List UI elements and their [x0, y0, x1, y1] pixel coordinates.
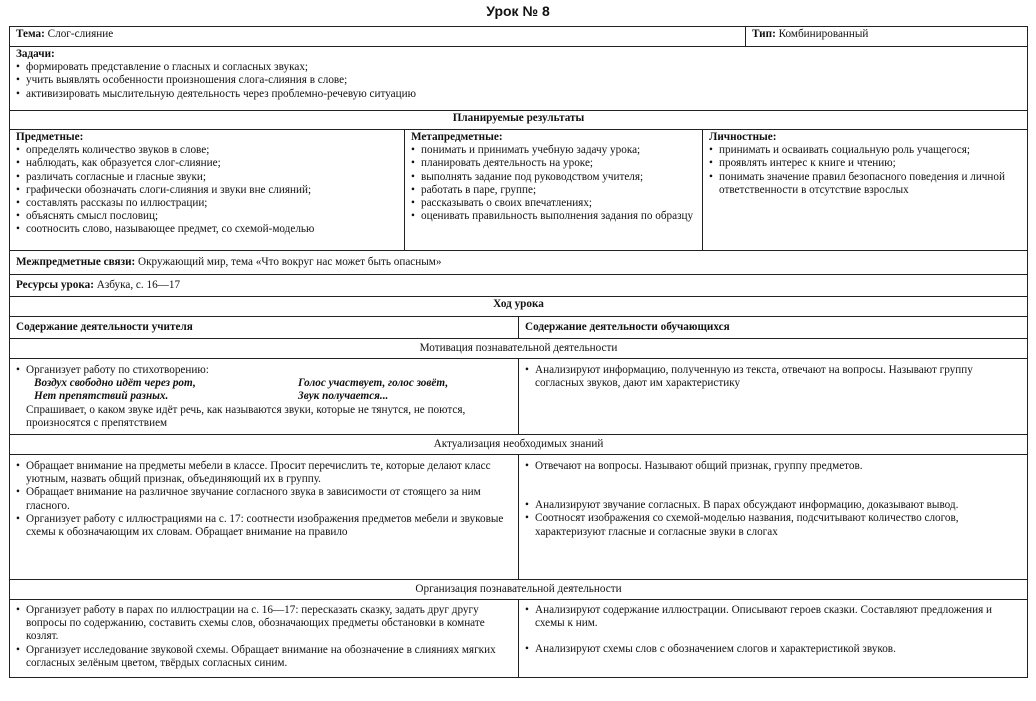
lesson-columns-row — [10, 317, 1028, 339]
interdisciplinary-value: Окружающий мир, тема «Что вокруг нас может быть опасным» — [138, 256, 442, 268]
list-item: • проявлять интерес к книге и чтению; — [709, 157, 1021, 170]
list-item: • объяснять смысл пословиц; — [16, 210, 398, 223]
list-item — [16, 364, 512, 430]
list-item: • понимать и принимать учебную задачу урока; — [411, 144, 696, 157]
lesson-heading-row — [10, 297, 1028, 317]
list-item: • наблюдать, как образуется слог-слияние; — [16, 157, 398, 170]
type-value: Комбинированный — [778, 28, 869, 40]
list-item: • Анализируют схемы слов с обозначением слогов и характеристикой звуков. — [525, 643, 1021, 656]
meta-results-cell — [405, 130, 703, 251]
students-column-header: Содержание деятельности обучающихся — [519, 317, 1028, 339]
section-heading-motivation: Мотивация познавательной деятельности — [10, 339, 1028, 359]
section-heading-row — [10, 339, 1028, 359]
section-body-row — [10, 359, 1028, 435]
actualization-students-cell — [519, 455, 1028, 580]
list-item: • Анализируют информацию, полученную из текста, отвечают на вопросы. Называют группу согласных звуков, дают им характеристику — [525, 364, 1021, 390]
interdisciplinary-label: Межпредметные связи: — [16, 256, 136, 268]
list-item: • формировать представление о гласных и согласных звуках; — [16, 61, 1021, 74]
section-heading-organization: Организация познавательной деятельности — [10, 580, 1028, 600]
organization-teacher-list — [16, 604, 512, 670]
resources-value: Азбука, с. 16—17 — [96, 279, 181, 291]
list-item: • оценивать правильность выполнения задания по образцу — [411, 210, 696, 223]
section-body-row — [10, 600, 1028, 678]
page-title: Урок № 8 — [486, 3, 550, 19]
planned-heading: Планируемые результаты — [10, 111, 1028, 130]
tasks-list — [16, 61, 1021, 101]
list-item: • составлять рассказы по иллюстрации; — [16, 197, 398, 210]
poem-line: Воздух свободно идёт через рот, — [34, 377, 196, 390]
meta-results-label: Метапредметные: — [411, 131, 503, 143]
list-item: • Организует работу в парах по иллюстрации на с. 16—17: пересказать сказку, задать друг другу вопросы по содержанию, составить схемы слов, обозначающих предметы обстановки в комнате козлят. — [16, 604, 512, 644]
list-item: • выполнять задание под руководством учителя; — [411, 171, 696, 184]
list-item: • соотносить слово, называющее предмет, со схемой-моделью — [16, 223, 398, 236]
teacher-question: Спрашивает, о каком звуке идёт речь, как называются звуки, которые не тянутся, не поются, произносятся с препятствием — [26, 403, 466, 429]
motivation-students-cell — [519, 359, 1028, 435]
actualization-teacher-cell — [10, 455, 519, 580]
list-item: • Анализируют содержание иллюстрации. Описывают героев сказки. Составляют предложения и схемы к ним. — [525, 604, 1021, 630]
list-item: • графически обозначать слоги-слияния и звуки вне слияний; — [16, 184, 398, 197]
lesson-table — [9, 26, 1028, 678]
actualization-teacher-list — [16, 460, 512, 539]
list-item: • определять количество звуков в слове; — [16, 144, 398, 157]
section-body-row — [10, 455, 1028, 580]
personal-results-label: Личностные: — [709, 131, 777, 143]
motivation-teacher-list — [16, 364, 512, 430]
personal-results-cell — [703, 130, 1028, 251]
lesson-table-wrap — [9, 26, 1027, 678]
section-heading-actualization: Актуализация необходимых знаний — [10, 435, 1028, 455]
lesson-heading: Ход урока — [10, 297, 1028, 317]
poem-line: Нет препятствий разных. — [34, 390, 169, 403]
type-cell — [746, 27, 1028, 47]
interdisciplinary-cell — [10, 251, 1028, 275]
list-item: • принимать и осваивать социальную роль учащегося; — [709, 144, 1021, 157]
tasks-cell — [10, 47, 1028, 111]
tasks-label: Задачи: — [16, 48, 55, 60]
list-item: • различать согласные и гласные звуки; — [16, 171, 398, 184]
list-item: • Обращает внимание на различное звучание согласного звука в зависимости от стоящего за ним гласного. — [16, 486, 512, 512]
interdisciplinary-row — [10, 251, 1028, 275]
planned-results-row — [10, 130, 1028, 251]
organization-students-cell — [519, 600, 1028, 678]
list-item: • Организует работу с иллюстрациями на с. 17: соотнести изображения предметов мебели и звуковые схемы к обозначающим их словам. Обращает внимание на правило — [16, 513, 512, 539]
motivation-teacher-cell — [10, 359, 519, 435]
section-heading-row — [10, 435, 1028, 455]
poem-line: Голос участвует, голос зовёт, — [298, 377, 449, 390]
topic-row — [10, 27, 1028, 47]
topic-value: Слог-слияние — [47, 28, 114, 40]
topic-label: Тема: — [16, 28, 45, 40]
list-item: • учить выявлять особенности произношения слога-слияния в слове; — [16, 74, 1021, 87]
type-label: Тип: — [752, 28, 776, 40]
personal-results-list — [709, 144, 1021, 197]
teacher-intro: Организует работу по стихотворению: — [26, 364, 209, 376]
motivation-students-list — [525, 364, 1021, 390]
topic-cell — [10, 27, 746, 47]
list-item: • рассказывать о своих впечатлениях; — [411, 197, 696, 210]
resources-row — [10, 275, 1028, 297]
subject-results-cell — [10, 130, 405, 251]
list-item: • планировать деятельность на уроке; — [411, 157, 696, 170]
section-heading-row — [10, 580, 1028, 600]
subject-results-list — [16, 144, 398, 236]
actualization-students-list — [525, 460, 1021, 539]
subject-results-label: Предметные: — [16, 131, 84, 143]
resources-cell — [10, 275, 1028, 297]
meta-results-list — [411, 144, 696, 223]
organization-students-list — [525, 604, 1021, 657]
list-item: • Анализируют звучание согласных. В парах обсуждают информацию, доказывают вывод. — [525, 499, 1021, 512]
teacher-column-header: Содержание деятельности учителя — [10, 317, 519, 339]
list-item: • Соотносят изображения со схемой-моделью названия, подсчитывают количество слогов, характеризуют гласные и согласные звуки в слогах — [525, 512, 1021, 538]
list-item: • работать в паре, группе; — [411, 184, 696, 197]
poem-line: Звук получается... — [298, 390, 389, 403]
list-item: • понимать значение правил безопасного поведения и личной ответственности в отсутствие взрослых — [709, 171, 1021, 197]
resources-label: Ресурсы урока: — [16, 279, 94, 291]
tasks-row — [10, 47, 1028, 111]
list-item: • Отвечают на вопросы. Называют общий признак, группу предметов. — [525, 460, 1021, 473]
planned-heading-row — [10, 111, 1028, 130]
list-item: • активизировать мыслительную деятельность через проблемно-речевую ситуацию — [16, 88, 1021, 101]
list-item: • Организует исследование звуковой схемы. Обращает внимание на обозначение в слияниях мягких согласных зелёным цветом, твёрдых согласных синим. — [16, 644, 512, 670]
list-item: • Обращает внимание на предметы мебели в классе. Просит перечислить те, которые делают класс уютным, назвать общий признак, объединяющий их в группу. — [16, 460, 512, 486]
poem — [26, 377, 512, 403]
organization-teacher-cell — [10, 600, 519, 678]
